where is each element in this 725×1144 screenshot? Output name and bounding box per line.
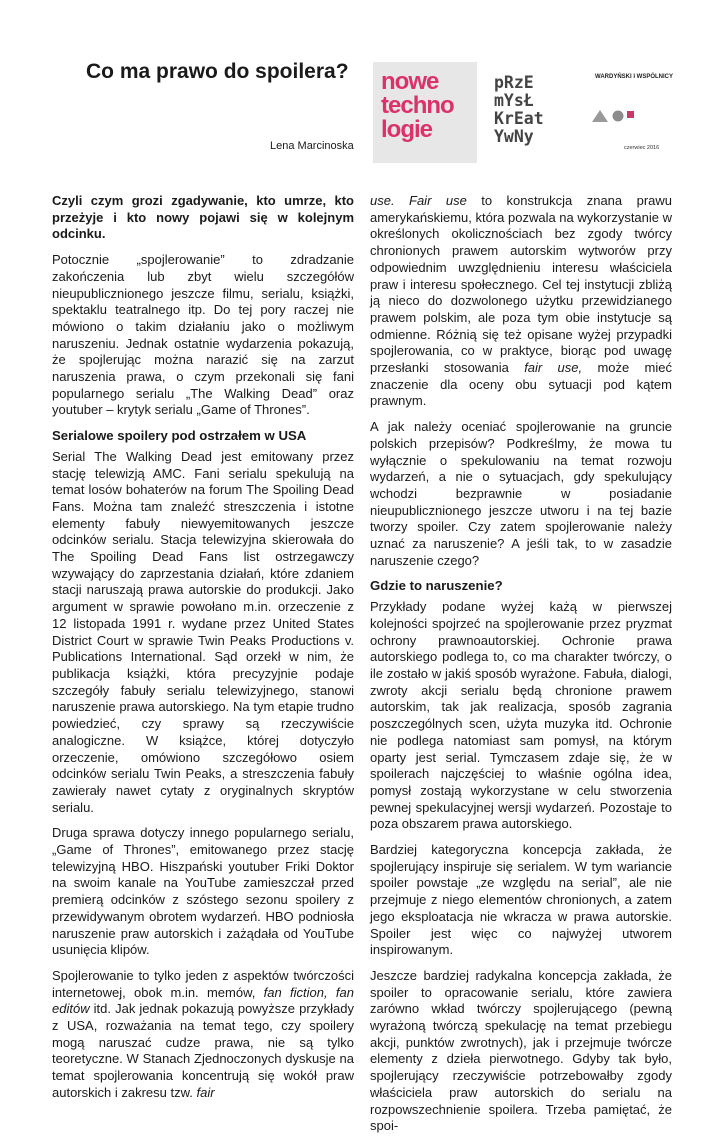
paragraph: Bardziej kategoryczna koncepcja zakłada, że spojlerujący inspiruje się serialem. W tym wariancie spoiler powstaje „ze względu na serial”, ale nie przejmuje z niego elementów chronionych, a zatem jego eksploatacja nie wkracza w prawa autorskie. Spoiler jest więc co najwyżej utworem inspirowanym. (370, 842, 672, 958)
paragraph: A jak należy oceniać spojlerowanie na gruncie polskich przepisów? Podkreślmy, że mowa tu wyłącznie o spekulowaniu na temat rozwoju wydarzeń, a nie o sytuacjach, gdy spekulujący wchodzi bezprawnie w posiadanie nieupublicznionego jeszcze utworu i na tej bazie tworzy spoiler. Czy zatem spojlerowanie należy uznać za naruszenie? A jeśli tak, to w zasadzie naruszenie czego? (370, 419, 672, 568)
przem-line: YwNy (494, 127, 534, 146)
paragraph: Potocznie „spojlerowanie” to zdradzanie zakończenia lub zbyt wielu szczegółów nieupublicznionego jeszcze filmu, serialu, książki, spektaklu teatralnego itp. Do tej pory raczej nie mówiono o takim działaniu jako o możliwym naruszeniu. Jednak ostatnie wydarzenia pokazują, że spojlerując można narazić się na zarzut naruszenia prawa, o czym przekonali się fani popularnego serialu „The Walking Dead” oraz youtuber – krytyk serialu „Game of Thrones”. (52, 252, 354, 418)
logo-line: nowe (381, 68, 439, 95)
triangle-icon (592, 110, 608, 122)
przem-line: pRzE (494, 73, 534, 92)
circle-icon (613, 111, 624, 122)
text-run: itd. Jak jednak pokazują powyższe przykłady z USA, rozważania na temat tego, czy spoilery mogą naruszać cudze prawa, nie są tylko teoretyczne. W Stanach Zjednoczonych dyskusje na temat spojlerowania koncentrują się wokół praw autorskich i zakresu tzw. (52, 1001, 354, 1100)
section-heading: Gdzie to naruszenie? (370, 578, 503, 594)
firm-shapes-icon (592, 104, 634, 128)
logo-line: logie (381, 116, 433, 143)
paragraph: Druga sprawa dotyczy innego popularnego serialu, „Game of Thrones”, emitowanego przez stację telewizyjną HBO. Hiszpański youtuber Friki Doktor na swoim kanale na YouTube zamieszczał przed premierą odcinków z szóstego sezonu spoilery z przewidywanym obrotem wydarzeń. HBO podniosła naruszenie praw autorskich i zażądała od YouTube usunięcia klipów. (52, 825, 354, 958)
italic-term: fair use, (524, 360, 583, 376)
przem-line: mYsŁ (494, 91, 534, 110)
italic-term: fair (196, 1084, 215, 1100)
nowe-technologie-logo (373, 62, 477, 163)
paragraph: Jeszcze bardziej radykalna koncepcja zakłada, że spoiler to opracowanie serialu, które zawiera zarówno wkład twórczy spojlerującego (pewną wyrażoną twórczą spekulację na temat przebiegu akcji, punktów zwrotnych), jak i przejmuje twórcze elementy z dzieła pierwotnego. Gdyby tak było, spojlerujący rzeczywiście potrzebowałby zgody właściciela praw autorskich do serialu na rozpowszechnienie spoilera. Trzeba pamiętać, że spoi- (370, 967, 672, 1134)
page-title: Co ma prawo do spoilera? (86, 60, 349, 83)
italic-term: fan fiction, fan editów (52, 984, 354, 1017)
section-heading: Serialowe spoilery pod ostrzałem w USA (52, 428, 307, 444)
text-run: Spojlerowanie to tylko jeden z aspektów twórczości internetowej, obok m.in. memów, (52, 967, 354, 1000)
paragraph: Serial The Walking Dead jest emitowany przez stację telewizją AMC. Fani serialu spekulują na temat losów bohaterów na forum The Spoiling Dead Fans. Można tam znaleźć streszczenia i istotne elementy fabuły niewyemitowanych jeszcze odcinków serialu. Stacja telewizyjna skierowała do The Spoiling Dead Fans list ostrzegawczy wzywający do zaprzestania działań, które zdaniem stacji naruszają prawa autorskie do produkcji. Jako argument w sprawie powołano m.in. orzeczenie z 12 listopada 1991 r. wydane przez United States District Court w sprawie Twin Peaks Productions v. Publications International. Sąd orzekł w nim, że publikacja książki, która precyzyjnie podaje szczegóły fabuły serialu telewizyjnego, stanowi naruszenie prawa autorskiego. Na tym etapie trudno powiedzieć, czy sprawy są rzeczywiście analogiczne. W książce, której dotyczyło orzeczenie, omówiono szczegółowo osiem odcinków serialu Twin Peaks, a streszczenia fabuły zawierały nawet cytaty z oryginalnych skryptów serialu. (52, 448, 354, 815)
przem-line: KrEat (494, 109, 544, 128)
left-column (52, 193, 354, 1111)
text-run: to konstrukcja znana prawu amerykańskiemu, która pozwala na wykorzystanie w określonych okolicznościach bez zgody twórcy chronionych prawem autorskim wytworów przy odpowiednim uwzględnieniu interesu właściciela praw i interesu społecznego. Cel tej instytucji zbliżą ją nieco do dozwolonego użytku przewidzianego prawem polskim, ale poza tym obie instytucje są odmienne. Różnią się też opisane wyżej przypadki spojlerowania, co w praktyce, biorąc pod uwagę przesłanki stosowania (370, 193, 673, 376)
law-firm-name: WARDYŃSKI I WSPÓLNICY (595, 74, 674, 80)
italic-term: use. Fair use (370, 193, 467, 208)
issue-date: czerwiec 2016 (624, 145, 660, 151)
text-run: może mieć znaczenie dla oceny obu sytuacji pod kątem prawnym. (370, 360, 672, 409)
square-icon (627, 111, 634, 118)
paragraph (370, 193, 672, 410)
right-column (370, 193, 672, 1144)
lead-paragraph: Czyli czym grozi zgadywanie, kto umrze, kto przeżyje i kto nowy pojawi się w kolejnym odcinku. (52, 193, 354, 242)
paragraph: Przykłady podane wyżej każą w pierwszej kolejności spojrzeć na spojlerowanie przez pryzmat ochrony prawnoautorskiej. Ochronie prawa autorskiego podlega to, co ma charakter twórczy, o ile zostało w jakiś sposób wyrażone. Fabuła, dialogi, zwroty akcji serialu będą chronione prawem autorskim, tak jak realizacja, sposób zagrania poszczególnych scen, użyta muzyka itd. Ochronie nie podlega natomiast sam pomysł, na którym oparty jest serial. Tymczasem zdaje się, że w spoilerach najczęściej to właśnie ogólna idea, pomysł zostają wykorzystane w celu stworzenia pewnej spekulacyjnej wersji wydarzeń. Pozostaje to poza obszarem prawa autorskiego. (370, 599, 672, 832)
logo-line: techno (381, 92, 454, 119)
przemysl-kreatywny-logo (494, 74, 544, 146)
paragraph (52, 968, 354, 1102)
author-name: Lena Marcinoska (270, 140, 354, 152)
